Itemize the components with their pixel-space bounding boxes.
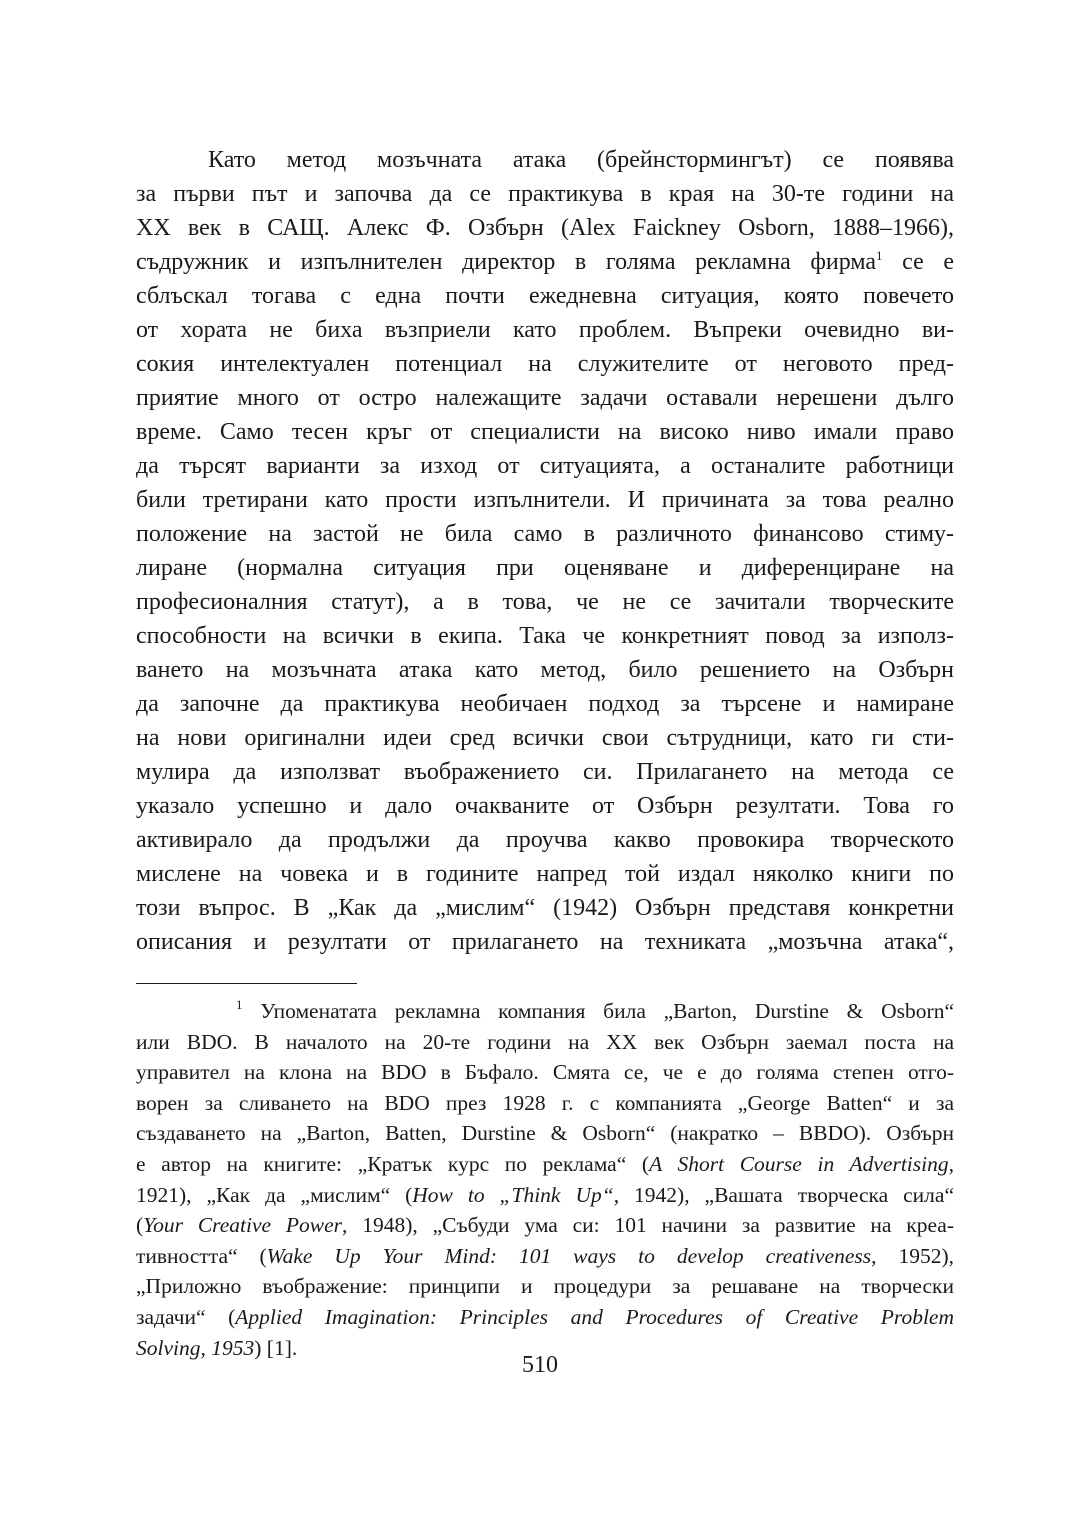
text-line: на нови оригинални идеи сред всички свои сътрудници, като ги сти- [136, 725, 954, 751]
text-line: този въпрос. В „Как да „мислим“ (1942) Озбърн представя конкретни [136, 895, 954, 921]
text-line: да започне да практикува необичаен подход за търсене и намиране [136, 691, 954, 717]
text-line: да търсят варианти за изход от ситуацията, а останалите работници [136, 453, 954, 479]
text-line: професионалния статут), а в това, че не се зачитали творческите [136, 589, 954, 615]
text-line: от хората не биха възприели като проблем. Въпреки очевидно ви- [136, 317, 954, 343]
book-title-italic: How to „Think Up“ [412, 1182, 614, 1207]
footnote-line: „Приложно въображение: принципи и процедури за решаване на творчески [136, 1274, 954, 1299]
book-title-italic: Wake Up Your Mind: 101 ways to develop creativeness [266, 1243, 872, 1268]
footnote-line: създаването на „Barton, Batten, Durstine & Osborn“ (накратко – BBDO). Озбърн [136, 1121, 954, 1146]
text-line: сблъскал тогава с една почти ежедневна ситуация, която повечето [136, 283, 954, 309]
text-line: сокия интелектуален потенциал на служителите от неговото пред- [136, 351, 954, 377]
footnote-line [136, 1302, 954, 1333]
text-segment: съдружник и изпълнителен директор в голяма рекламна фирма [136, 249, 877, 275]
text-line: мислене на човека и в годините напред той издал няколко книги по [136, 861, 954, 887]
text-line: способности на всички в екипа. Така че конкретният повод за използ- [136, 623, 954, 649]
text-segment: , [948, 1151, 954, 1176]
text-line: мулира да използват въображението си. Прилагането на метода се [136, 759, 954, 785]
text-line: Като метод мозъчната атака (брейнстормингът) се появява [208, 147, 954, 173]
footnote [136, 996, 954, 1363]
footnote-line: ворен за сливането на BDO през 1928 г. с компанията „George Batten“ и за [136, 1090, 954, 1115]
text-segment: тивността“ ( [136, 1243, 267, 1268]
book-title-italic: Your Creative Power [143, 1213, 343, 1238]
text-line: активирало да продължи да проучва какво провокира творческото [136, 827, 954, 853]
footnote-line [136, 1149, 954, 1180]
text-line: лиране (нормална ситуация при оценяване и диференциране на [136, 555, 954, 581]
footnote-line: или BDO. В началото на 20-те години на ХХ век Озбърн заемал поста на [136, 1029, 954, 1054]
footnote-line [136, 996, 954, 1027]
text-line: време. Само тесен кръг от специалисти на високо ниво имали право [136, 419, 954, 445]
text-line: за първи път и започва да се практикува в края на 30-те години на [136, 181, 954, 207]
text-segment: , 1952), [871, 1243, 955, 1268]
footnote-line: управител на клона на BDO в Бъфало. Смята се, че е до голяма степен отго- [136, 1060, 954, 1085]
text-line: ХХ век в САЩ. Алекс Ф. Озбърн (Alex Faickney Osborn, 1888–1966), [136, 215, 954, 241]
text-line: приятие много от остро належащите задачи оставали нерешени дълго [136, 385, 954, 411]
footnote-line [136, 1241, 954, 1272]
text-line: ването на мозъчната атака като метод, било решението на Озбърн [136, 657, 954, 683]
text-segment: Упоменатата рекламна компания била „Barton, Durstine & Osborn“ [242, 999, 954, 1023]
text-line: положение на застой не била само в различното финансово стиму- [136, 521, 954, 547]
book-title-italic: A Short Course in Advertising [649, 1151, 949, 1176]
page-number: 510 [522, 1352, 558, 1378]
text-segment: е автор на книгите: „Кратък курс по реклама“ ( [136, 1151, 650, 1176]
text-segment: , 1948), „Събуди ума си: 101 начини за развитие на креа- [342, 1213, 954, 1238]
book-title-italic: Applied Imagination: Principles and Procedures of Creative Problem [235, 1304, 954, 1329]
text-segment: 1921), „Как да „мислим“ ( [136, 1182, 413, 1207]
footnote-reference[interactable]: 1 [876, 248, 883, 263]
text-segment: ) [1]. [254, 1335, 298, 1360]
footnote-line [136, 1180, 954, 1211]
text-segment: се е [882, 249, 954, 275]
main-paragraph [136, 143, 954, 959]
footnote-line [136, 1210, 954, 1241]
book-title-italic: Solving, 1953 [136, 1335, 255, 1360]
footnote-marker: 1 [236, 997, 243, 1012]
text-segment: ( [136, 1213, 144, 1238]
text-segment: задачи“ ( [136, 1304, 236, 1329]
text-segment: , 1942), „Вашата творческа сила“ [613, 1182, 954, 1207]
text-line: били третирани като прости изпълнители. И причината за това реално [136, 487, 954, 513]
footnote-separator [136, 983, 357, 984]
text-line-with-footnote-ref [136, 245, 954, 279]
text-line: описания и резултати от прилагането на техниката „мозъчна атака“, [136, 929, 954, 955]
text-line: указало успешно и дало очакваните от Озбърн резултати. Това го [136, 793, 954, 819]
